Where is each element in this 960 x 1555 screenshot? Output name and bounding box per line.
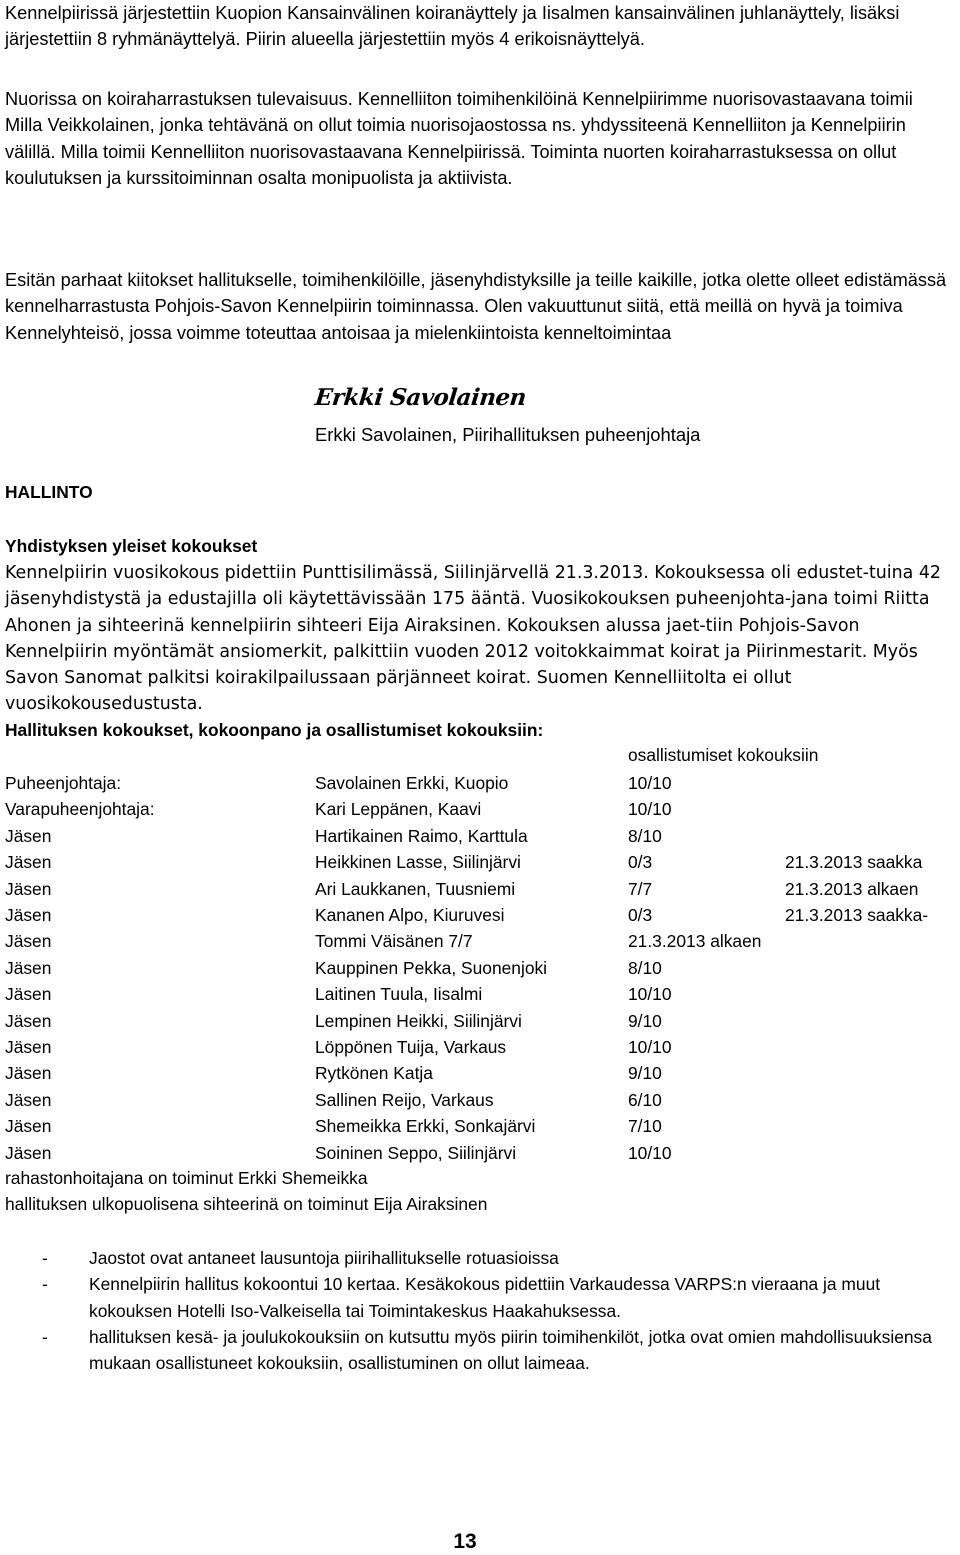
- role-cell: Jäsen: [5, 957, 52, 978]
- attendance-cell: 7/10: [628, 1116, 662, 1137]
- name-cell: Kauppinen Pekka, Suonenjoki: [315, 957, 548, 978]
- bullet-text: hallituksen kesä- ja joulukokouksiin on kutsuttu myös piirin toimihenkilöt, jotka ovat omien mahdollisuuksiensa mukaan osallistuneet kokouksiin, osallistuminen on ollut laimeaa.: [89, 1326, 932, 1374]
- table-row: [5, 955, 950, 981]
- name-cell: Rytkönen Katja: [315, 1063, 433, 1084]
- table-row: [5, 876, 950, 902]
- name-cell: Shemeikka Erkki, Sonkajärvi: [315, 1116, 536, 1137]
- role-cell: Puheenjohtaja:: [5, 773, 122, 793]
- name-cell: Hartikainen Raimo, Karttula: [315, 825, 528, 846]
- attendance-cell: 7/7: [628, 878, 653, 899]
- attendance-cell: 10/10: [628, 1037, 672, 1057]
- list-item: [5, 1324, 950, 1377]
- signature-caption: Erkki Savolainen, Piirihallituksen puheenjohtaja: [315, 424, 701, 445]
- role-cell: Jäsen: [5, 905, 52, 925]
- table-row: [5, 823, 950, 849]
- attendance-cell: 10/10: [628, 773, 672, 793]
- table-row: [5, 849, 950, 875]
- attendance-cell: 10/10: [628, 799, 672, 820]
- attendance-cell: 10/10: [628, 1142, 672, 1163]
- role-cell: Jäsen: [5, 1010, 52, 1031]
- bullet-text: Kennelpiirin hallitus kokoontui 10 kertaa. Kesäkokous pidettiin Varkaudessa VARPS:n vieraana ja muut kokouksen Hotelli Iso-Valkeisella tai Toimintakeskus Haakahuksessa.: [89, 1274, 881, 1321]
- role-cell: Jäsen: [5, 1142, 52, 1163]
- name-cell: Sallinen Reijo, Varkaus: [315, 1089, 494, 1110]
- attendance-column-header: osallistumiset kokouksiin: [628, 745, 819, 765]
- bullet-dash: -: [42, 1248, 48, 1268]
- role-cell: Jäsen: [5, 878, 52, 899]
- meetings-heading: Yhdistyksen yleiset kokoukset: [5, 536, 258, 556]
- name-cell: Kari Leppänen, Kaavi: [315, 799, 482, 820]
- role-cell: Jäsen: [5, 984, 52, 1005]
- board-heading: Hallituksen kokoukset, kokoonpano ja osallistumiset kokouksiin:: [5, 720, 544, 740]
- attendance-cell: 0/3: [628, 905, 653, 925]
- handwritten-signature: Erkki Savolainen: [313, 384, 528, 411]
- attendance-cell: 0/3: [628, 852, 653, 873]
- name-cell: Lempinen Heikki, Siilinjärvi: [315, 1010, 522, 1031]
- attendance-cell: 21.3.2013 alkaen: [628, 931, 762, 952]
- bullet-text: Jaostot ovat antaneet lausuntoja piirihallitukselle rotuasioissa: [89, 1248, 559, 1268]
- role-cell: Jäsen: [5, 852, 52, 873]
- role-cell: Jäsen: [5, 825, 52, 846]
- bullet-list: [5, 1245, 950, 1376]
- list-item: [5, 1271, 950, 1324]
- note-cell: 21.3.2013 alkaen: [785, 878, 919, 899]
- table-row: [5, 1087, 950, 1113]
- name-cell: Savolainen Erkki, Kuopio: [315, 773, 509, 793]
- note-cell: 21.3.2013 saakka: [785, 852, 923, 873]
- table-row: [5, 1008, 950, 1034]
- attendance-cell: 9/10: [628, 1063, 662, 1084]
- role-cell: Jäsen: [5, 1089, 52, 1110]
- name-cell: Laitinen Tuula, Iisalmi: [315, 984, 483, 1005]
- role-cell: Jäsen: [5, 931, 52, 952]
- bullet-dash: -: [42, 1274, 48, 1295]
- table-row: [5, 1140, 950, 1166]
- role-cell: Varapuheenjohtaja:: [5, 799, 155, 820]
- name-cell: Löppönen Tuija, Varkaus: [315, 1037, 507, 1057]
- page-number: 13: [453, 1530, 477, 1553]
- table-row: [5, 1113, 950, 1139]
- attendance-cell: 6/10: [628, 1089, 662, 1110]
- youth-paragraph: Nuorissa on koiraharrastuksen tulevaisuus. Kennelliiton toimihenkilöinä Kennelpiirimme nuorisovastaavana toimii Milla Veikkolainen, jonka tehtävänä on ollut toimia nuorisojaostossa ns. yhdyssiteenä Kennelliiton ja Kennelpiirin välillä. Milla toimii Kennelliiton nuorisovastaavana Kennelpiirissä. Toiminta nuorten koiraharrastuksessa on ollut koulutuksen ja kurssitoiminnan osalta monipuolista ja aktiivista.: [5, 89, 913, 188]
- table-row: [5, 902, 950, 928]
- table-row: [5, 1034, 950, 1060]
- role-cell: Jäsen: [5, 1116, 52, 1137]
- name-cell: Ari Laukkanen, Tuusniemi: [315, 878, 516, 899]
- section-heading-hallinto: HALLINTO: [5, 482, 93, 502]
- intro-paragraph: Kennelpiirissä järjestettiin Kuopion Kansainvälinen koiranäyttely ja Iisalmen kansainvälinen juhlanäyttely, lisäksi järjestettiin 8 ryhmänäyttelyä. Piirin alueella järjestettiin myös 4 erikoisnäyttelyä.: [5, 3, 900, 50]
- table-row: [5, 981, 950, 1007]
- name-cell: Heikkinen Lasse, Siilinjärvi: [315, 852, 521, 873]
- note-cell: 21.3.2013 saakka-: [785, 905, 929, 925]
- role-cell: Jäsen: [5, 1037, 52, 1057]
- name-cell: Soininen Seppo, Siilinjärvi: [315, 1142, 517, 1163]
- list-item: [5, 1245, 950, 1271]
- bullet-dash: -: [42, 1326, 48, 1347]
- table-row: [5, 796, 950, 822]
- table-row: [5, 928, 950, 954]
- attendance-cell: 9/10: [628, 1010, 662, 1031]
- secretary-note: hallituksen ulkopuolisena sihteerinä on toiminut Eija Airaksinen: [5, 1194, 488, 1214]
- attendance-cell: 8/10: [628, 957, 662, 978]
- name-cell: Kananen Alpo, Kiuruvesi: [315, 905, 505, 925]
- table-row: [5, 770, 950, 796]
- treasurer-note: rahastonhoitajana on toiminut Erkki Shemeikka: [5, 1168, 368, 1188]
- table-row: [5, 1060, 950, 1086]
- name-cell: Tommi Väisänen 7/7: [315, 931, 473, 952]
- role-cell: Jäsen: [5, 1063, 52, 1084]
- attendance-cell: 10/10: [628, 984, 672, 1005]
- thanks-paragraph: Esitän parhaat kiitokset hallitukselle, toimihenkilöille, jäsenyhdistyksille ja teille kaikille, jotka olette olleet edistämässä kennelharrastusta Pohjois-Savon Kennelpiirin toiminnassa. Olen vakuuttunut siitä, että meillä on hyvä ja toimiva Kennelyhteisö, jossa voimme toteuttaa antoisaa ja mielenkiintoista kenneltoimintaa: [5, 270, 947, 343]
- attendance-cell: 8/10: [628, 825, 662, 846]
- meetings-paragraph: Kennelpiirin vuosikokous pidettiin Punttisilimässä, Siilinjärvellä 21.3.2013. Kokouksessa oli edustet-tuina 42 jäsenyhdistystä ja edustajilla oli käytettävissään 175 ääntä. Vuosikokouksen puheenjohta-jana toimi Riitta Ahonen ja sihteerinä kennelpiirin sihteeri Eija Airaksinen. Kokouksen alussa jaet-tiin Pohjois-Savon Kennelpiirin myöntämät ansiomerkit, palkittiin vuoden 2012 voitokkaimmat koirat ja Piirinmestarit. Myös Savon Sanomat palkitsi koirakilpailussaan pärjänneet koirat. Suomen Kennelliitolta ei ollut vuosikokousedustusta.: [5, 563, 941, 715]
